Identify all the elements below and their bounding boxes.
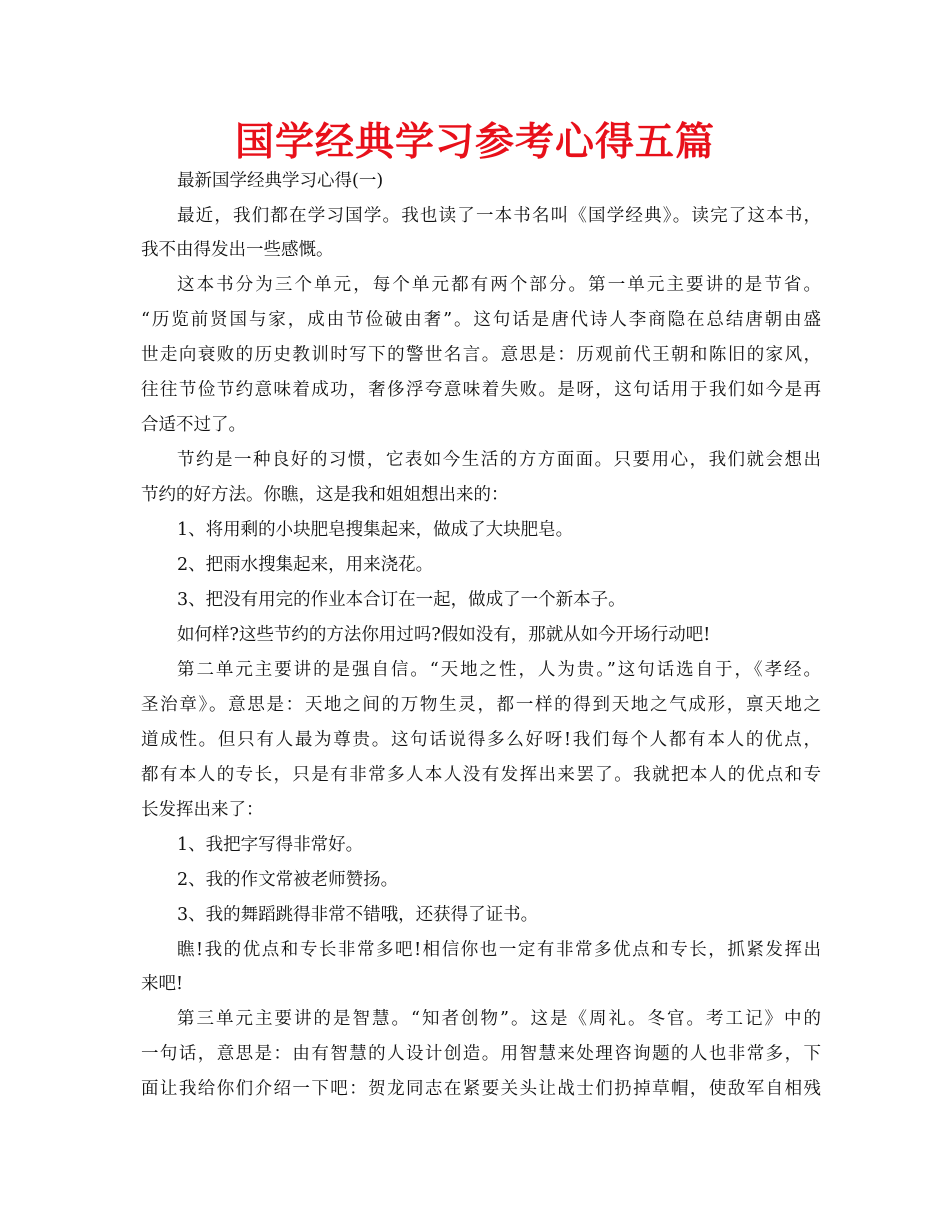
paragraph-line: 道成性。但只有人最为尊贵。这句话说得多么好呀!我们每个人都有本人的优点，	[141, 730, 821, 750]
paragraph-line: 如何样?这些节约的方法你用过吗?假如没有，那就从如今开场行动吧!	[177, 625, 711, 645]
paragraph-line: 第三单元主要讲的是智慧。“知者创物”。这是《周礼。冬官。考工记》中的	[177, 1009, 821, 1029]
paragraph-line: 圣治章》。意思是：天地之间的万物生灵，都一样的得到天地之气成形，禀天地之	[141, 695, 821, 715]
paragraph-line: 我不由得发出一些感慨。	[141, 240, 334, 260]
paragraph-line: 都有本人的专长，只是有非常多人本人没有发挥出来罢了。我就把本人的优点和专	[141, 765, 821, 785]
paragraph-line: 往往节俭节约意味着成功，奢侈浮夸意味着失败。是呀，这句话用于我们如今是再	[141, 380, 821, 400]
paragraph-line: 来吧!	[141, 974, 184, 994]
paragraph-line: 长发挥出来了：	[141, 800, 264, 820]
list-item: 1、将用剩的小块肥皂搜集起来，做成了大块肥皂。	[177, 520, 574, 540]
paragraph-line: 第二单元主要讲的是强自信。“天地之性，人为贵。”这句话选自于，《孝经。	[177, 660, 821, 680]
paragraph-line: “历览前贤国与家，成由节俭破由奢”。这句话是唐代诗人李商隐在总结唐朝由盛	[141, 310, 821, 330]
paragraph-line: 一句话，意思是：由有智慧的人设计创造。用智慧来处理咨询题的人也非常多，下	[141, 1044, 821, 1064]
list-item: 3、我的舞蹈跳得非常不错哦，还获得了证书。	[177, 905, 539, 925]
list-item: 2、把雨水搜集起来，用来浇花。	[177, 555, 434, 575]
paragraph-line: 这本书分为三个单元，每个单元都有两个部分。第一单元主要讲的是节省。	[177, 275, 821, 295]
paragraph-line: 面让我给你们介绍一下吧：贺龙同志在紧要关头让战士们扔掉草帽，使敌军自相残	[141, 1079, 821, 1099]
paragraph-line: 节约是一种良好的习惯，它表如今生活的方方面面。只要用心，我们就会想出	[177, 450, 821, 470]
paragraph-line: 节约的好方法。你瞧，这是我和姐姐想出来的：	[141, 485, 509, 505]
paragraph-line: 瞧!我的优点和专长非常多吧!相信你也一定有非常多优点和专长，抓紧发挥出	[177, 940, 821, 960]
list-item: 2、我的作文常被老师赞扬。	[177, 870, 399, 890]
section-heading: 最新国学经典学习心得(一)	[177, 171, 384, 191]
paragraph-line: 最近，我们都在学习国学。我也读了一本书名叫《国学经典》。读完了这本书，	[177, 206, 821, 226]
list-item: 3、把没有用完的作业本合订在一起，做成了一个新本子。	[177, 590, 626, 610]
document-title: 国学经典学习参考心得五篇	[234, 120, 715, 165]
paragraph-line: 世走向衰败的历史教训时写下的警世名言。意思是：历观前代王朝和陈旧的家风，	[141, 345, 821, 365]
paragraph-line: 合适不过了。	[141, 415, 246, 435]
list-item: 1、我把字写得非常好。	[177, 835, 364, 855]
